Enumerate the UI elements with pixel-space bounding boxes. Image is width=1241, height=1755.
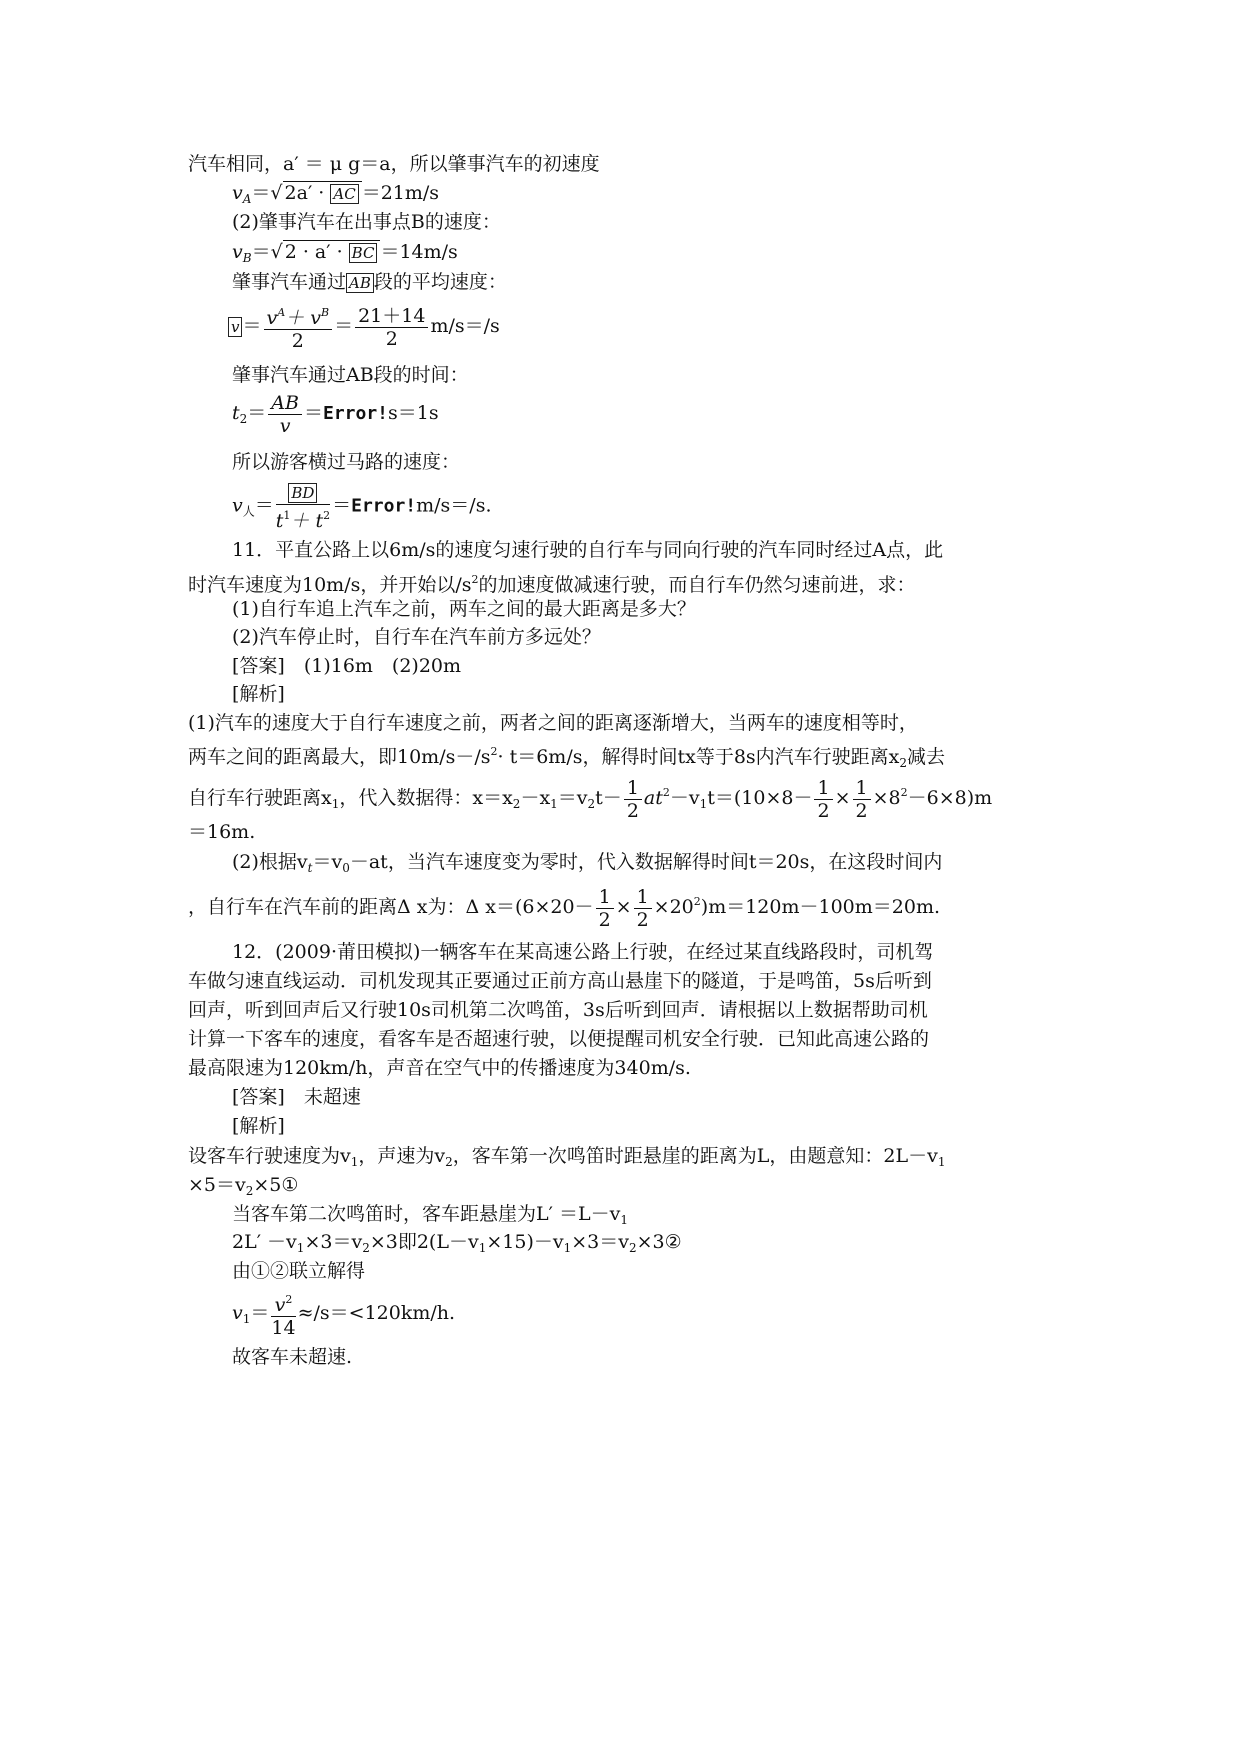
line-text: 2L′ －v: [232, 1231, 297, 1253]
subscript: 0: [342, 861, 350, 875]
fraction-numerator: AB: [268, 392, 302, 415]
line-text: ×3＝v: [571, 1231, 629, 1253]
sqrt-text: 2a′ ·: [284, 182, 325, 204]
boxed-term: AB: [346, 273, 374, 293]
text-line: [232, 270, 507, 295]
line-text: 设客车行驶速度为v: [188, 1145, 351, 1167]
fraction-numerator: [276, 481, 330, 505]
text-line: [232, 450, 460, 474]
line-text: 肇事汽车通过AB段的时间：: [232, 364, 469, 386]
line-text: ＝v: [312, 851, 343, 873]
superscript: 2: [900, 786, 908, 799]
line-text: ，代入数据得：x＝x: [339, 787, 513, 809]
line-text: 最高限速为120km/h，声音在空气中的传播速度为340m/s.: [188, 1057, 691, 1079]
sqrt-symbol: √: [270, 182, 283, 204]
superscript: 2: [693, 895, 701, 908]
text-line: [232, 1259, 365, 1283]
text-line: [188, 711, 918, 735]
analysis-label: [232, 1114, 285, 1138]
sqrt-content: [283, 181, 362, 205]
line-text: · t＝6m/s，解得时间tx等于8s内汽车行驶距离x: [497, 746, 900, 768]
fraction-numerator: 1: [624, 777, 642, 800]
line-text: ×5＝v: [188, 1174, 246, 1196]
problem-line: [232, 940, 933, 964]
boxed-term: BC: [349, 243, 378, 263]
problem-line: [188, 1027, 929, 1051]
formula-line: [232, 181, 439, 211]
formula-sub: A: [242, 192, 252, 206]
answer-line: [232, 654, 461, 678]
line-text: ×: [615, 896, 632, 918]
text-line: [232, 363, 469, 387]
sqrt-symbol: √: [270, 241, 283, 263]
text-line: [232, 1202, 628, 1232]
line-text: [解析]: [232, 683, 285, 705]
fraction: [596, 886, 614, 931]
denominator-var: ＋ t: [290, 510, 324, 532]
fraction: [814, 777, 832, 822]
problem-line: [232, 538, 943, 562]
fraction: [624, 777, 642, 822]
denominator-var: t: [275, 510, 284, 532]
text-line: [188, 1173, 298, 1203]
numerator-var: v: [274, 1294, 286, 1316]
formula-eq: ＝: [251, 182, 271, 204]
error-marker: Error!: [323, 403, 389, 424]
formula-line: [188, 770, 992, 827]
fraction-denominator: v: [279, 414, 291, 437]
text-line: [232, 625, 601, 649]
denominator-sup: 2: [323, 509, 331, 522]
formula-sub: 人: [242, 504, 255, 519]
error-marker: Error!: [351, 495, 417, 517]
fraction-denominator: 2: [817, 799, 830, 822]
formula-sub: 2: [239, 412, 248, 426]
fraction-denominator: 2: [291, 330, 304, 352]
formula-line: [232, 240, 458, 270]
subscript: 1: [699, 797, 708, 811]
line-text: 计算一下客车的速度，看客车是否超速行驶，以便提醒司机安全行驶．已知此高速公路的: [188, 1028, 930, 1050]
numerator-var: ＋ v: [285, 307, 321, 329]
line-text: t＝(10×8－: [707, 787, 813, 809]
line-text-end: 段的平均速度：: [373, 271, 507, 293]
line-text: t－: [595, 787, 622, 809]
line-text: ×3＝v: [304, 1231, 363, 1253]
numerator-sup: B: [320, 306, 330, 319]
formula-var: v: [232, 494, 243, 517]
subscript: 1: [478, 1241, 487, 1255]
formula-line: [232, 391, 439, 441]
formula-sub: B: [242, 251, 252, 265]
line-text: ×3即2(L－v: [369, 1231, 479, 1253]
subscript: 2: [587, 797, 596, 811]
line-text: 车做匀速直线运动．司机发现其正要通过正前方高山悬崖下的隧道，于是鸣笛，5s后听到: [188, 970, 932, 992]
formula-eq: ＝: [242, 315, 262, 337]
line-text: (1)汽车的速度大于自行车速度之前，两者之间的距离逐渐增大，当两车的速度相等时，: [188, 712, 918, 734]
numerator-var: v: [266, 307, 278, 329]
formula-eq: ＝: [254, 494, 274, 517]
formula-result: ＝14m/s: [380, 241, 458, 263]
text-line: [232, 850, 942, 880]
text-line: [232, 597, 696, 621]
numerator-sup: 2: [285, 1293, 293, 1306]
text-line: [188, 820, 255, 844]
fraction: [264, 302, 333, 352]
fraction-denominator: 2: [385, 327, 398, 350]
line-text: 当客车第二次鸣笛时，客车距悬崖为L′ ＝L－v: [232, 1203, 621, 1225]
line-text: (2)汽车停止时，自行车在汽车前方多远处？: [232, 626, 601, 648]
fraction-denominator: 2: [855, 799, 868, 822]
numerator-sup: A: [277, 306, 286, 319]
subscript: 2: [899, 756, 908, 770]
text-line: [232, 210, 501, 234]
boxed-term: BD: [288, 483, 317, 503]
formula-line: [232, 1289, 455, 1342]
subscript: 2: [245, 1184, 254, 1198]
formula-result: s＝1s: [388, 402, 439, 424]
formula-line: [228, 302, 500, 352]
line-text: －at，当汽车速度变为零时，代入数据解得时间t＝20s，在这段时间内: [349, 851, 943, 873]
subscript: 1: [620, 1213, 628, 1227]
line-text: 由①②联立解得: [232, 1260, 366, 1282]
line-text: 的加速度做减速行驶，而自行车仍然匀速前进，求：: [478, 574, 916, 596]
subscript: 2: [512, 797, 521, 811]
formula-eq: ＝: [303, 402, 323, 424]
line-text: ×: [834, 787, 851, 809]
line-text: at: [643, 787, 663, 809]
line-text: 故客车未超速.: [232, 1346, 353, 1368]
subscript: 1: [937, 1155, 946, 1169]
line-text: ×3②: [636, 1231, 682, 1253]
fraction-numerator: 1: [596, 886, 614, 909]
line-text: (2)肇事汽车在出事点B的速度：: [232, 211, 501, 233]
line-text: (2)根据v: [232, 851, 308, 873]
problem-line: [188, 969, 932, 993]
formula-var: v: [232, 1302, 243, 1324]
line-text: 自行车行驶距离x: [188, 787, 332, 809]
fraction-denominator: 2: [598, 908, 611, 931]
fraction: [853, 777, 871, 822]
subscript: 1: [350, 1155, 359, 1169]
sqrt-content: [283, 240, 381, 264]
fraction-denominator: 2: [636, 908, 649, 931]
subscript: t: [307, 861, 313, 875]
formula-eq: ＝: [251, 241, 271, 263]
formula-var: v: [232, 241, 243, 263]
line-text: ×15)－v: [486, 1231, 564, 1253]
formula-line: [232, 481, 492, 534]
line-text: 两车之间的距离最大，即10m/s－/s: [188, 746, 491, 768]
fraction-denominator: 14: [271, 1317, 296, 1339]
line-text: ×20: [653, 896, 694, 918]
line-text: 回声，听到回声后又行驶10s司机第二次鸣笛，3s后听到回声．请根据以上数据帮助司机: [188, 999, 928, 1021]
problem-line: [188, 998, 928, 1022]
fraction: [355, 305, 428, 350]
boxed-term: v: [228, 317, 242, 337]
fraction-numerator: 1: [814, 777, 832, 800]
line-text: －v: [669, 787, 700, 809]
text-line: [188, 152, 600, 176]
sqrt-text: 2 · a′ ·: [284, 241, 343, 263]
formula-result: ＝21m/s: [361, 182, 440, 204]
text-line: [188, 1144, 945, 1174]
fraction-numerator: 1: [853, 777, 871, 800]
formula-eq: ＝: [332, 494, 352, 517]
subscript: 1: [550, 797, 558, 811]
analysis-label: [232, 682, 285, 706]
line-text: ＝16m.: [188, 821, 256, 843]
line-text: －x: [520, 787, 551, 809]
line-text: ，自行车在汽车前的距离Δ x为：Δ x＝(6×20－: [188, 896, 594, 918]
line-text: [答案] (1)16m (2)20m: [232, 655, 462, 677]
boxed-term: AC: [330, 184, 358, 204]
denominator-sup: 1: [283, 509, 291, 522]
line-text: (1)自行车追上汽车之前，两车之间的最大距离是多大？: [232, 598, 696, 620]
line-text: [解析]: [232, 1115, 285, 1137]
fraction-denominator: 2: [626, 799, 639, 822]
fraction-numerator: [264, 302, 333, 330]
answer-line: [232, 1085, 361, 1109]
line-text: ，客车第一次鸣笛时距悬崖的距离为L，由题意知：2L－v: [452, 1145, 938, 1167]
subscript: 1: [331, 797, 340, 811]
formula-result: m/s＝/s: [430, 315, 500, 337]
formula-eq: ＝: [250, 1302, 270, 1324]
line-text: ＝v: [557, 787, 588, 809]
subscript: 1: [563, 1241, 572, 1255]
line-text: 11．平直公路上以6m/s的速度匀速行驶的自行车与同向行驶的汽车同时经过A点，此: [232, 539, 944, 561]
superscript: 2: [471, 573, 479, 586]
subscript: 2: [362, 1241, 370, 1255]
subscript: 2: [445, 1155, 453, 1169]
line-text: ，声速为v: [358, 1145, 446, 1167]
line-text: 时汽车速度为10m/s，并开始以/s: [188, 574, 472, 596]
line-text: ×5①: [253, 1174, 299, 1196]
formula-eq: ＝: [334, 315, 354, 337]
line-text: 所以游客横过马路的速度：: [232, 451, 461, 473]
fraction: [268, 392, 302, 437]
problem-line: [188, 568, 916, 597]
subscript: 1: [296, 1241, 305, 1255]
text-line: [232, 1345, 352, 1369]
fraction: [276, 481, 330, 532]
fraction-numerator: 21＋14: [355, 305, 428, 328]
fraction: [271, 1289, 295, 1339]
fraction-numerator: [271, 1289, 295, 1317]
line-text: 肇事汽车通过: [232, 271, 347, 293]
line-text: [答案] 未超速: [232, 1086, 361, 1108]
fraction-denominator: [276, 505, 330, 532]
formula-line: [188, 879, 940, 931]
line-text: ×8: [872, 787, 901, 809]
line-text: 汽车相同，a′ ＝ μ g＝a，所以肇事汽车的初速度: [188, 153, 600, 175]
formula-result: m/s＝/s.: [416, 494, 492, 517]
fraction-numerator: 1: [634, 886, 652, 909]
formula-result: ≈/s＝<120km/h.: [297, 1302, 456, 1324]
text-line: [232, 1230, 682, 1260]
superscript: 2: [490, 745, 498, 758]
formula-var: t: [232, 402, 240, 424]
formula-sub: 1: [242, 1312, 251, 1326]
formula-eq: ＝: [247, 402, 267, 424]
fraction: [634, 886, 652, 931]
formula-var: v: [232, 182, 243, 204]
superscript: 2: [662, 786, 670, 799]
line-text: 12．(2009·莆田模拟)一辆客车在某高速公路上行驶，在经过某直线路段时，司机驾: [232, 941, 934, 963]
line-text: －6×8)m: [907, 787, 993, 809]
problem-line: [188, 1056, 691, 1080]
subscript: 2: [628, 1241, 637, 1255]
line-text: )m＝120m－100m＝20m.: [700, 896, 941, 918]
line-text: 减去: [907, 746, 946, 768]
